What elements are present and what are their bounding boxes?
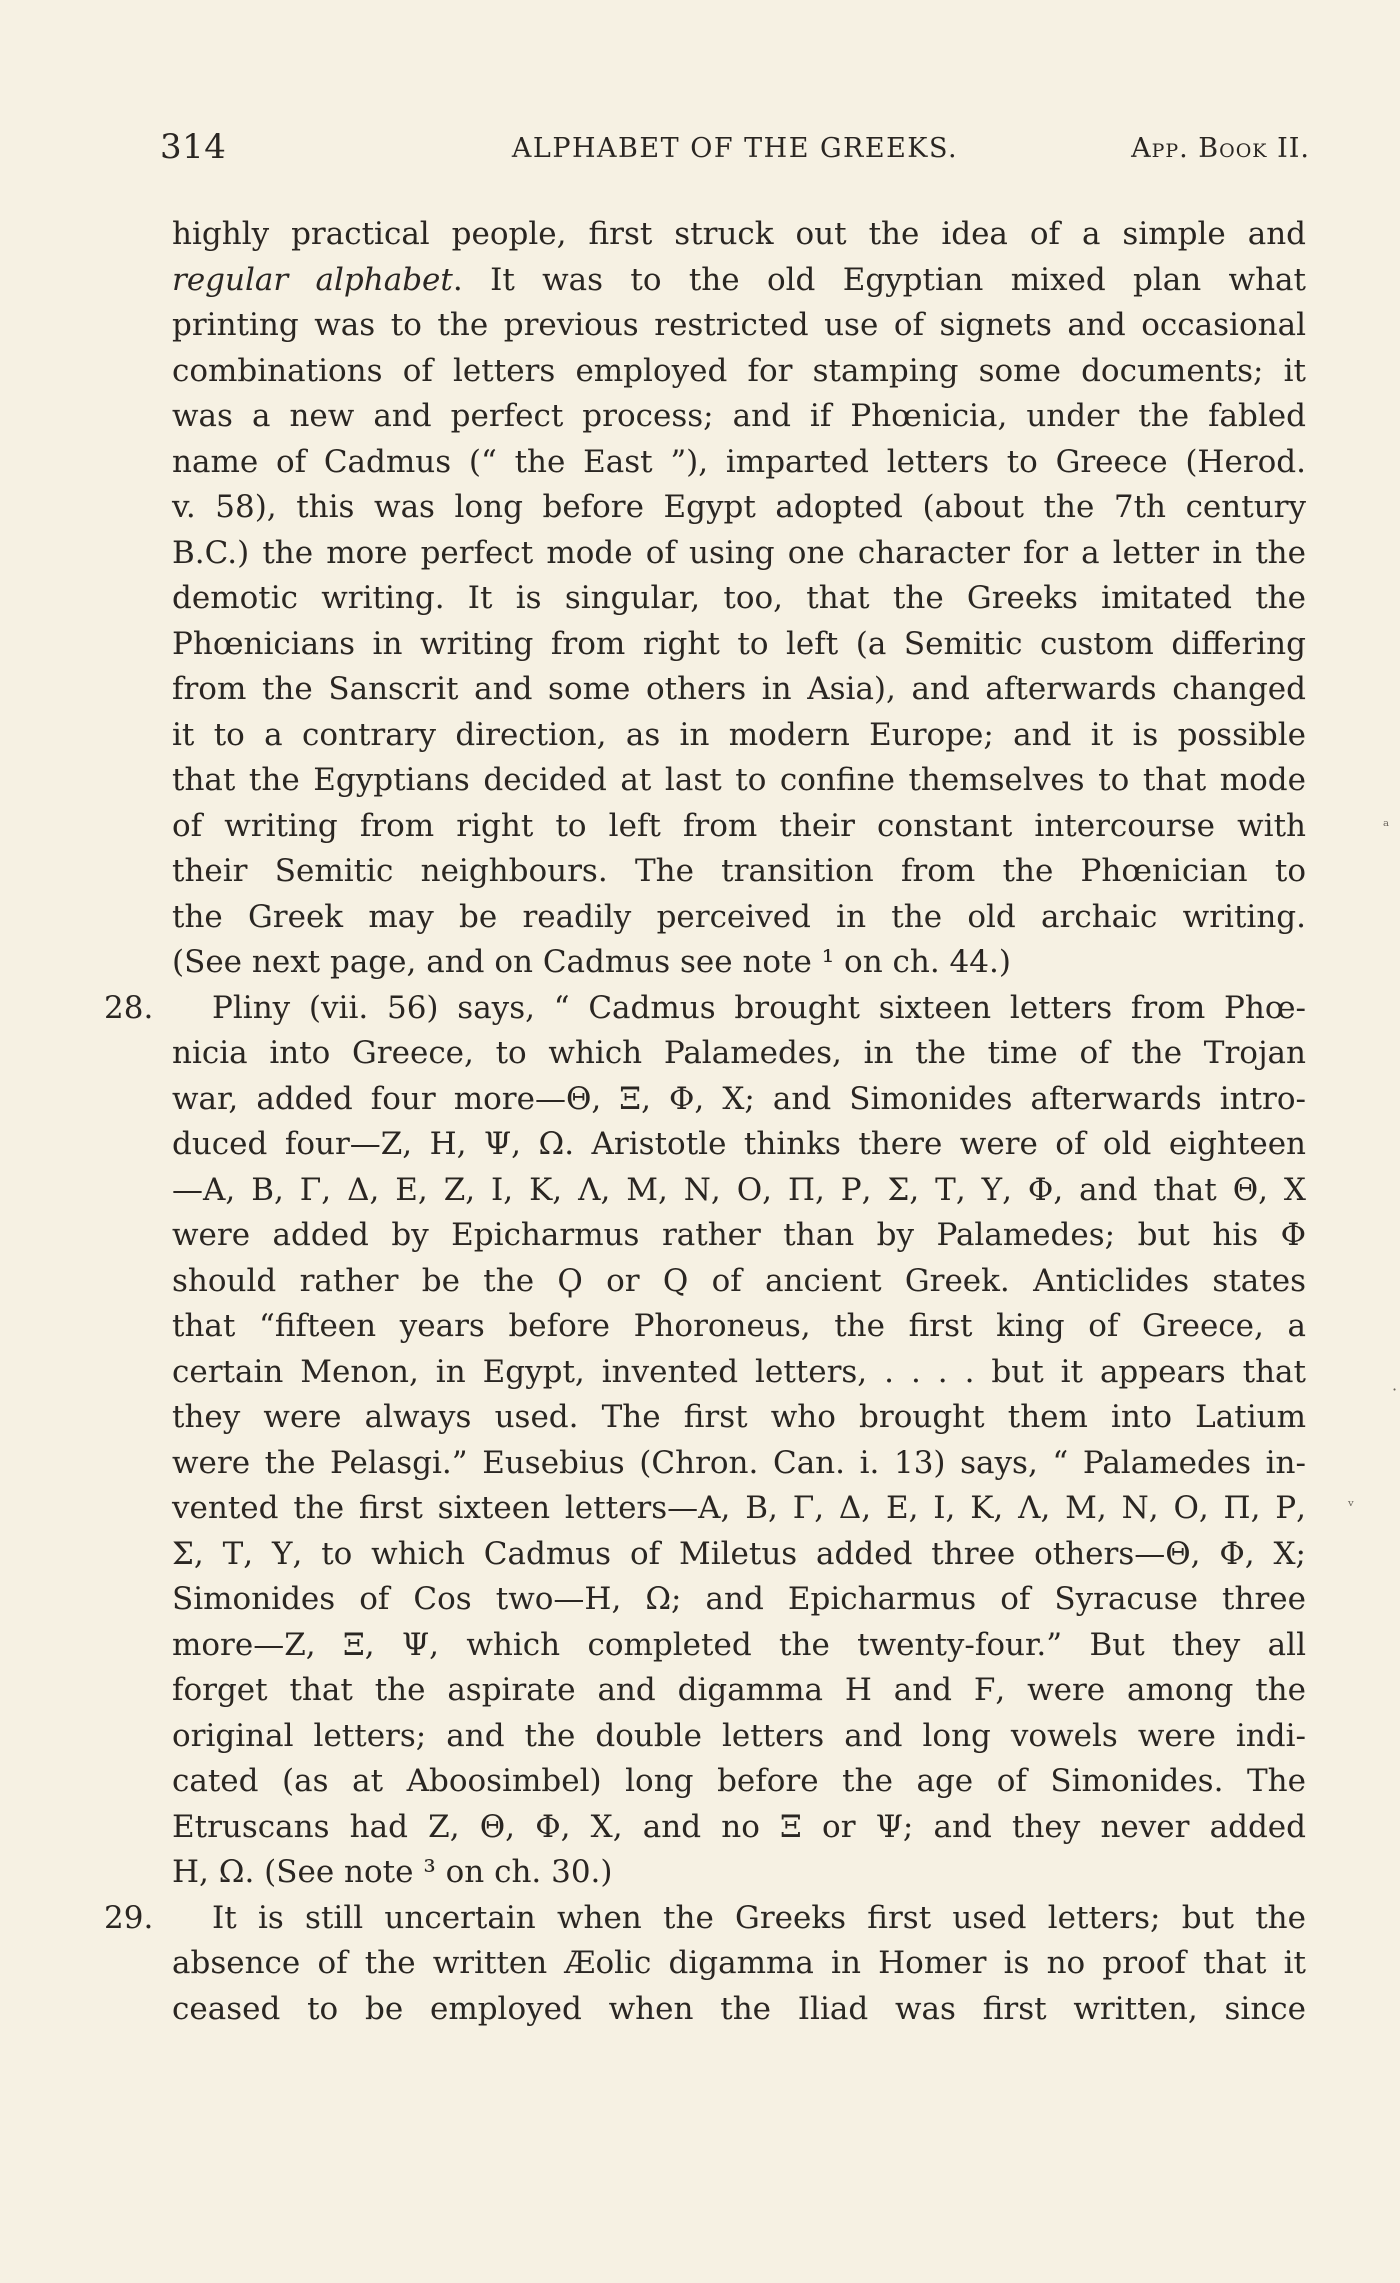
text-line: from the Sanscrit and some others in Asia), and afterwards changed [172, 671, 1306, 707]
text-line: war, added four more—Θ, Ξ, Φ, Χ; and Simonides afterwards intro- [172, 1080, 1306, 1117]
text-line: duced four—Ζ, Η, Ψ, Ω. Aristotle thinks there were of old eighteen [172, 1126, 1306, 1162]
text-line: regular alphabet. It was to the old Egyptian mixed plan what [172, 261, 1306, 298]
text-line: forget that the aspirate and digamma Η and Ϝ, were among the [172, 1672, 1306, 1708]
paragraph-29-first-line [104, 1896, 1306, 1942]
text-line: were added by Epicharmus rather than by Palamedes; but his Φ [172, 1217, 1306, 1253]
text-line: —Α, Β, Γ, Δ, Ε, Ζ, Ι, Κ, Λ, Μ, Ν, Ο, Π, Ρ, Σ, Τ, Υ, Φ, and that Θ, Χ [172, 1171, 1306, 1208]
text-line: nicia into Greece, to which Palamedes, in the time of the Trojan [172, 1035, 1306, 1071]
text-line: Phœnicians in writing from right to left (a Semitic custom differing [172, 625, 1306, 662]
running-title: ALPHABET OF THE GREEKS. [511, 133, 959, 164]
margin-speck: ᵛ [1348, 1496, 1354, 1515]
text-line: (See next page, and on Cadmus see note ¹ on ch. 44.) [172, 944, 1011, 980]
paragraph-28-first-line [104, 986, 1306, 1032]
text-line: cated (as at Aboosimbel) long before the age of Simonides. The [172, 1763, 1306, 1799]
page-body [104, 212, 1306, 2032]
margin-speck: · [1392, 1380, 1398, 1399]
text-line: that the Egyptians decided at last to confine themselves to that mode [172, 762, 1306, 798]
text-line: they were always used. The first who brought them into Latium [172, 1399, 1306, 1435]
paragraph-number: 29. [104, 1899, 154, 1936]
text-line: Σ, Τ, Υ, to which Cadmus of Miletus added three others—Θ, Φ, Χ; [172, 1535, 1306, 1572]
text-line: that “fifteen years before Phoroneus, the first king of Greece, a [172, 1308, 1306, 1344]
text-line: demotic writing. It is singular, too, that the Greeks imitated the [172, 580, 1306, 616]
paragraph-number: 28. [104, 989, 154, 1026]
text-line: vented the first sixteen letters—Α, Β, Γ, Δ, Ε, Ι, Κ, Λ, Μ, Ν, Ο, Π, Ρ, [172, 1490, 1306, 1526]
text-line: Η, Ω. (See note ³ on ch. 30.) [172, 1854, 613, 1890]
running-head [160, 127, 1310, 173]
page-number: 314 [160, 127, 227, 167]
text-line: should rather be the Ϙ or Q of ancient Greek. Anticlides states [172, 1262, 1306, 1299]
text-line: original letters; and the double letters and long vowels were indi- [172, 1717, 1306, 1754]
text-line: their Semitic neighbours. The transition from the Phœnician to [172, 853, 1306, 889]
text-line: v. 58), this was long before Egypt adopted (about the 7th century [172, 489, 1306, 525]
text-line: ceased to be employed when the Iliad was first written, since [172, 1990, 1306, 2027]
text-line: It is still uncertain when the Greeks first used letters; but the [212, 1899, 1306, 1936]
text-line: more—Ζ, Ξ, Ψ, which completed the twenty-four.” But they all [172, 1626, 1306, 1663]
text-line: Pliny (vii. 56) says, “ Cadmus brought sixteen letters from Phœ- [212, 989, 1306, 1026]
section-label: App. Book II. [1131, 133, 1310, 164]
text-line: highly practical people, first struck out the idea of a simple and [172, 216, 1306, 252]
text-line: name of Cadmus (“ the East ”), imparted letters to Greece (Herod. [172, 443, 1306, 480]
text-line: was a new and perfect process; and if Phœnicia, under the fabled [172, 398, 1306, 434]
text-line: certain Menon, in Egypt, invented letters, . . . . but it appears that [172, 1353, 1306, 1390]
text-line: of writing from right to left from their constant intercourse with [172, 807, 1306, 844]
text-line: the Greek may be readily perceived in the old archaic writing. [172, 898, 1306, 935]
text-line: B.C.) the more perfect mode of using one character for a letter in the [172, 534, 1306, 571]
italic-phrase: regular alphabet [172, 261, 453, 298]
text-line: absence of the written Æolic digamma in Homer is no proof that it [172, 1945, 1306, 1981]
text-line: Etruscans had Ζ, Θ, Φ, Χ, and no Ξ or Ψ; and they never added [172, 1808, 1306, 1845]
text-line: combinations of letters employed for stamping some documents; it [172, 352, 1306, 389]
text-line: were the Pelasgi.” Eusebius (Chron. Can. i. 13) says, “ Palamedes in- [172, 1444, 1306, 1481]
text-line: it to a contrary direction, as in modern Europe; and it is possible [172, 716, 1306, 753]
margin-speck: ᵃ [1383, 816, 1390, 835]
text-line: printing was to the previous restricted use of signets and occasional [172, 307, 1306, 343]
text-line: Simonides of Cos two—Η, Ω; and Epicharmus of Syracuse three [172, 1581, 1306, 1617]
